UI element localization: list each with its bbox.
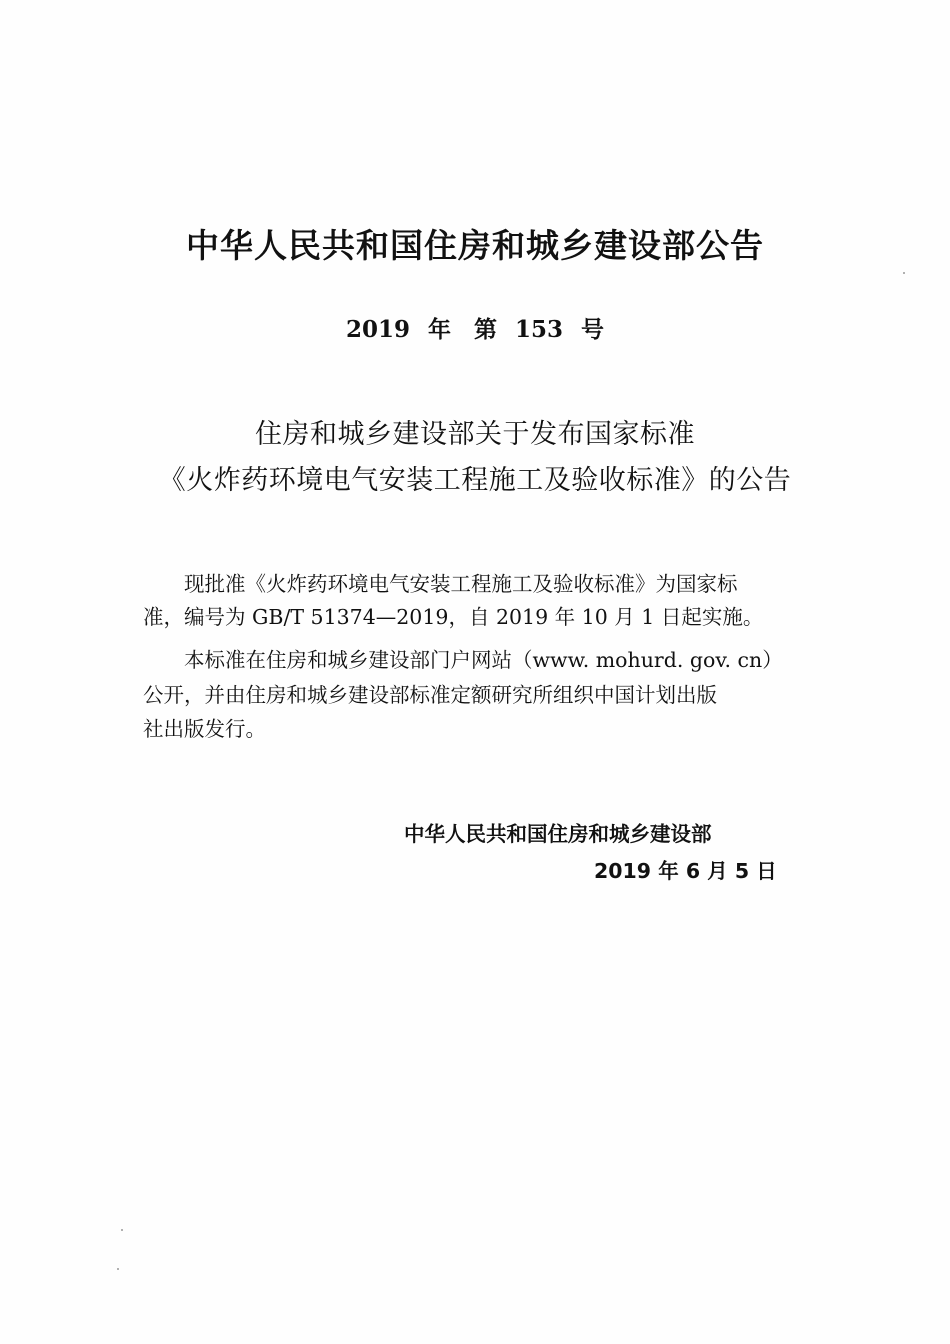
body-line-2: 准，编号为 GB/T 51374—2019，自 2019 年 10 月 1 日起实施。	[143, 605, 764, 629]
body-line-1: 现批准《火炸药环境电气安装工程施工及验收标准》为国家标	[184, 572, 738, 596]
body-line-5: 社出版发行。	[143, 717, 266, 741]
issue-number: 2019 年 第 153 号	[345, 316, 605, 343]
signature-date: 2019 年 6 月 5 日	[594, 859, 777, 883]
scan-speck	[903, 272, 905, 274]
signature-org: 中华人民共和国住房和城乡建设部	[404, 822, 712, 846]
subtitle-line-2: 《火炸药环境电气安装工程施工及验收标准》的公告	[158, 465, 792, 496]
scan-speck	[121, 1229, 123, 1231]
scan-speck	[117, 1268, 119, 1270]
body-line-4: 公开，并由住房和城乡建设部标准定额研究所组织中国计划出版	[143, 683, 717, 707]
subtitle-line-1: 住房和城乡建设部关于发布国家标准	[255, 419, 695, 450]
body-line-3: 本标准在住房和城乡建设部门户网站（www. mohurd. gov. cn）	[184, 648, 783, 672]
announcement-title: 中华人民共和国住房和城乡建设部公告	[186, 226, 764, 265]
